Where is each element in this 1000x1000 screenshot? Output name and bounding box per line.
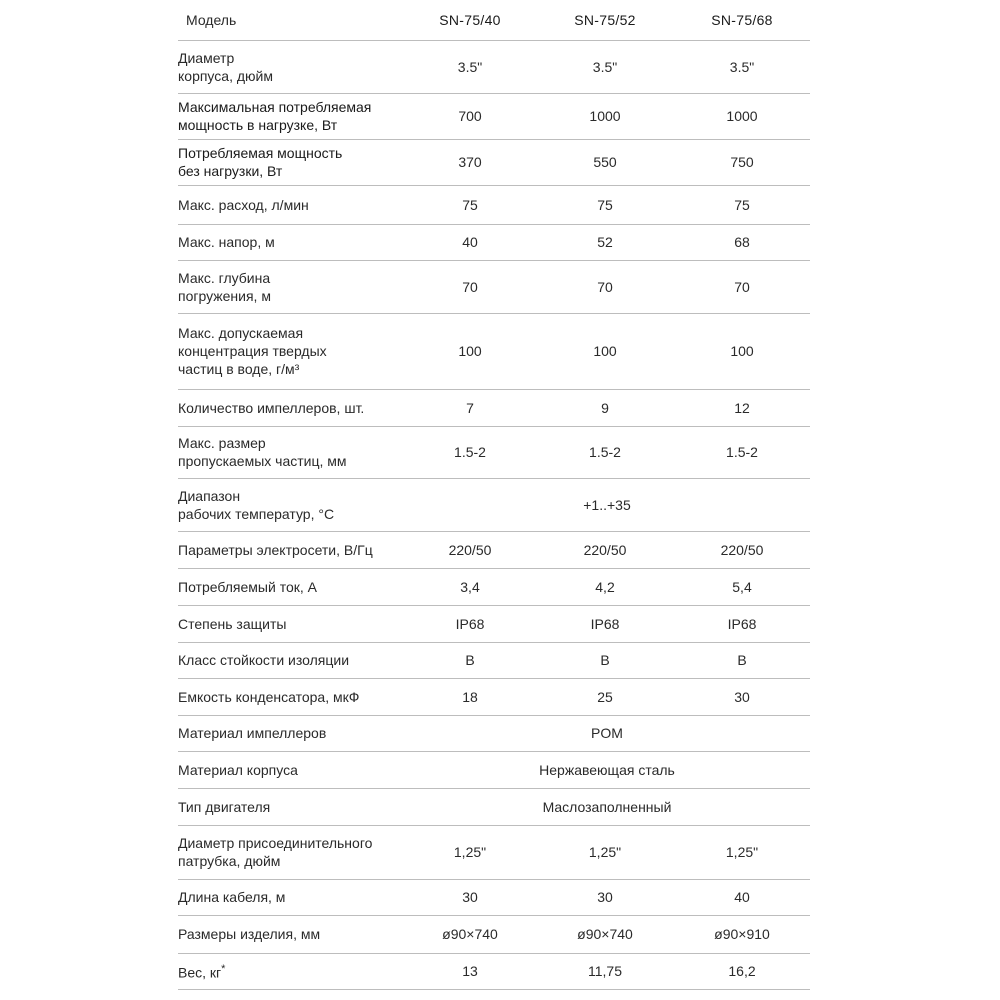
spec-value: 1.5-2 bbox=[589, 444, 621, 460]
spec-label bbox=[178, 224, 404, 260]
spec-row bbox=[178, 260, 810, 313]
spec-value: 550 bbox=[593, 154, 617, 170]
spec-value: ø90×740 bbox=[577, 926, 633, 942]
spec-row bbox=[178, 751, 810, 788]
spec-value: 5,4 bbox=[732, 578, 752, 595]
spec-label-text: Потребляемый ток, А bbox=[178, 578, 317, 595]
spec-label bbox=[178, 568, 404, 605]
spec-label-text: Материал импеллеров bbox=[178, 725, 327, 741]
spec-label bbox=[178, 260, 404, 313]
spec-label bbox=[178, 185, 404, 224]
spec-label bbox=[178, 93, 404, 139]
spec-label-text: Емкость конденсатора, мкФ bbox=[178, 688, 360, 705]
spec-value: ø90×910 bbox=[714, 926, 770, 942]
spec-value: B bbox=[737, 652, 747, 668]
spec-label bbox=[178, 788, 404, 825]
spec-value: 4,2 bbox=[595, 578, 615, 595]
spec-row bbox=[178, 426, 810, 478]
spec-label bbox=[178, 478, 404, 531]
header-label: Модель bbox=[186, 11, 237, 28]
spec-row bbox=[178, 568, 810, 605]
spec-value: 1.5-2 bbox=[726, 444, 758, 460]
spec-value: 220/50 bbox=[583, 541, 627, 558]
spec-row bbox=[178, 93, 810, 139]
spec-value: IP68 bbox=[455, 615, 485, 632]
spec-label-text: Класс стойкости изоляции bbox=[178, 652, 350, 668]
model-name: SN-75/40 bbox=[439, 11, 501, 28]
spec-value: 70 bbox=[597, 278, 613, 295]
spec-label bbox=[178, 678, 404, 715]
spec-row bbox=[178, 953, 810, 989]
spec-row bbox=[178, 788, 810, 825]
spec-label-text: Размеры изделия, мм bbox=[178, 926, 321, 942]
spec-row bbox=[178, 389, 810, 426]
spec-label-text: Тип двигателя bbox=[178, 798, 271, 815]
spec-label-text: Материал корпуса bbox=[178, 761, 298, 778]
spec-value: 18 bbox=[462, 688, 478, 705]
spec-row bbox=[178, 678, 810, 715]
spec-label bbox=[178, 139, 404, 185]
spec-value: 1000 bbox=[589, 108, 621, 124]
spec-value: 75 bbox=[734, 196, 750, 213]
spec-value-merged: Маслозаполненный bbox=[542, 798, 672, 815]
spec-value: IP68 bbox=[727, 615, 757, 632]
spec-value: 220/50 bbox=[448, 541, 492, 558]
spec-label bbox=[178, 953, 404, 989]
spec-value: 40 bbox=[734, 889, 750, 905]
model-name: SN-75/68 bbox=[711, 11, 773, 28]
spec-value: 30 bbox=[462, 889, 478, 905]
spec-value: 100 bbox=[593, 343, 617, 359]
spec-value: B bbox=[600, 652, 610, 668]
spec-label bbox=[178, 642, 404, 678]
spec-label bbox=[178, 879, 404, 915]
spec-row bbox=[178, 40, 810, 93]
spec-value: 40 bbox=[462, 234, 478, 250]
spec-label bbox=[178, 313, 404, 389]
spec-value: 1,25" bbox=[725, 844, 759, 860]
spec-value: 68 bbox=[734, 234, 750, 250]
spec-label-text: Макс. расход, л/мин bbox=[178, 196, 309, 213]
spec-label bbox=[178, 389, 404, 426]
spec-label-text: Макс. размер пропускаемых частиц, мм bbox=[178, 435, 347, 469]
spec-value: 100 bbox=[730, 343, 754, 359]
spec-value: 370 bbox=[458, 154, 482, 170]
spec-row bbox=[178, 915, 810, 953]
spec-label bbox=[178, 426, 404, 478]
spec-label bbox=[178, 531, 404, 568]
spec-value: 75 bbox=[462, 196, 478, 213]
spec-label-text: Макс. глубина погружения, м bbox=[178, 269, 271, 304]
spec-value: 30 bbox=[597, 889, 613, 905]
spec-row bbox=[178, 313, 810, 389]
spec-row bbox=[178, 224, 810, 260]
spec-label-text: Максимальная потребляемая мощность в нагрузке, Вт bbox=[178, 99, 372, 133]
spec-value: 52 bbox=[597, 234, 613, 250]
spec-label-text: Диаметр корпуса, дюйм bbox=[178, 49, 273, 84]
spec-label bbox=[178, 751, 404, 788]
spec-value: 3.5" bbox=[729, 58, 755, 75]
spec-label-text: Макс. допускаемая концентрация твердых частиц в воде, г/м³ bbox=[178, 325, 327, 377]
spec-row bbox=[178, 642, 810, 678]
spec-label-text: Макс. напор, м bbox=[178, 234, 275, 250]
spec-value: ø90×740 bbox=[442, 926, 498, 942]
spec-row bbox=[178, 825, 810, 879]
spec-label bbox=[178, 715, 404, 751]
header-row bbox=[178, 0, 810, 40]
spec-row bbox=[178, 879, 810, 915]
spec-value: 3,4 bbox=[460, 578, 480, 595]
spec-value: 70 bbox=[462, 278, 478, 295]
spec-value-merged: +1..+35 bbox=[583, 496, 631, 513]
model-name: SN-75/52 bbox=[574, 11, 636, 28]
spec-value: 100 bbox=[458, 343, 482, 359]
spec-value: 1,25" bbox=[453, 844, 487, 860]
spec-value: 30 bbox=[734, 688, 750, 705]
spec-row bbox=[178, 139, 810, 185]
spec-value: 1.5-2 bbox=[454, 444, 486, 460]
spec-label-text: Потребляемая мощность без нагрузки, Вт bbox=[178, 145, 343, 179]
spec-label bbox=[178, 825, 404, 879]
footnote-mark: * bbox=[221, 963, 226, 976]
spec-label-text: Диапазон рабочих температур, °С bbox=[178, 487, 335, 522]
spec-value: 9 bbox=[601, 399, 609, 416]
spec-value: 1,25" bbox=[588, 844, 622, 860]
spec-value-merged: Нержавеющая сталь bbox=[539, 761, 675, 778]
spec-value: 3.5" bbox=[592, 58, 618, 75]
spec-label-text: Количество импеллеров, шт. bbox=[178, 399, 365, 416]
spec-table bbox=[178, 0, 810, 990]
spec-value: 7 bbox=[466, 399, 474, 416]
spec-row bbox=[178, 715, 810, 751]
spec-value: 16,2 bbox=[728, 963, 756, 979]
spec-value: 70 bbox=[734, 278, 750, 295]
spec-value: B bbox=[465, 652, 475, 668]
spec-label-text: Степень защиты bbox=[178, 615, 287, 632]
spec-value: 750 bbox=[730, 154, 754, 170]
spec-label-text: Длина кабеля, м bbox=[178, 889, 286, 905]
spec-value: 12 bbox=[734, 399, 750, 416]
spec-value: 700 bbox=[458, 108, 482, 124]
spec-label-text: Параметры электросети, В/Гц bbox=[178, 541, 373, 558]
spec-value: 13 bbox=[462, 963, 478, 979]
spec-value: IP68 bbox=[590, 615, 620, 632]
spec-row bbox=[178, 478, 810, 531]
spec-label bbox=[178, 40, 404, 93]
spec-label bbox=[178, 915, 404, 953]
spec-value: 75 bbox=[597, 196, 613, 213]
spec-label bbox=[178, 605, 404, 642]
spec-label-text: Вес, кг bbox=[178, 964, 222, 981]
spec-value: 25 bbox=[597, 688, 613, 705]
spec-value: 11,75 bbox=[588, 963, 622, 979]
spec-row bbox=[178, 531, 810, 568]
spec-value: 1000 bbox=[726, 108, 758, 124]
spec-row bbox=[178, 605, 810, 642]
spec-label-text: Диаметр присоединительного патрубка, дюйм bbox=[178, 835, 373, 869]
spec-value-merged: POM bbox=[591, 725, 623, 741]
spec-value: 3.5" bbox=[457, 58, 483, 75]
spec-value: 220/50 bbox=[720, 541, 764, 558]
spec-row bbox=[178, 185, 810, 224]
